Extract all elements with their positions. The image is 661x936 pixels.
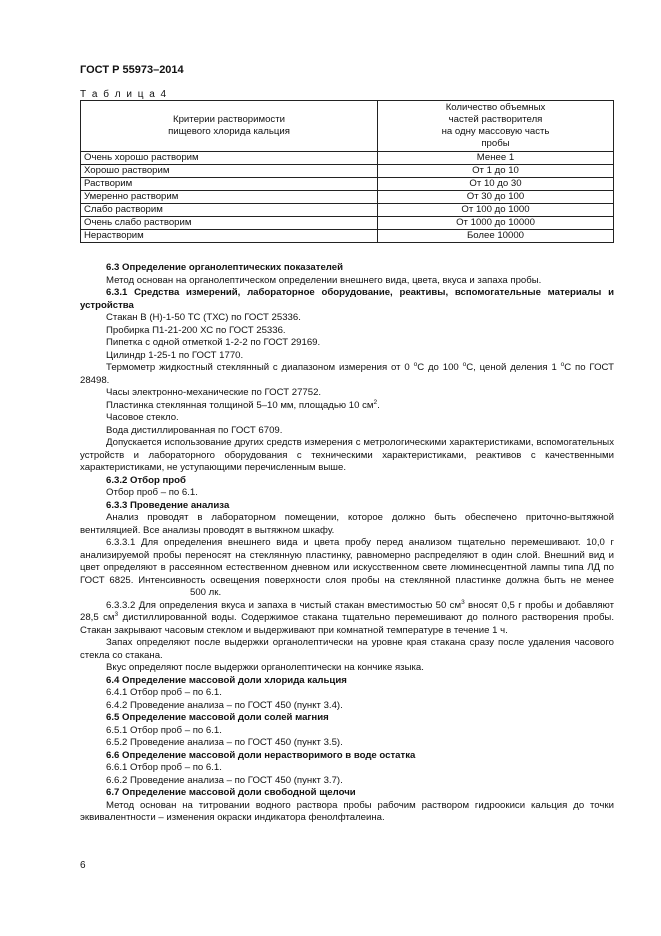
paragraph: Допускается использование других средств измерения с метрологическими характеристиками, вспомогательных устройств и лабораторного оборудования с техническими характеристиками, реактивов с качественными характеристиками, не уступающими перечисленным выше. [80,437,614,473]
table-cell: От 1 до 10 [378,165,614,178]
list-item: Пипетка с одной отметкой 1-2-2 по ГОСТ 29169. [106,337,321,348]
table-row [81,217,614,230]
section-heading: 6.5 Определение массовой доли солей магния [106,712,329,723]
paragraph: 6.6.2 Проведение анализа – по ГОСТ 450 (пункт 3.7). [106,774,343,786]
table-cell: От 1000 до 10000 [378,217,614,230]
table-row [81,165,614,178]
page-number: 6 [80,860,86,871]
paragraph: Метод основан на органолептическом определении внешнего вида, цвета, вкуса и запаха пробы. [106,274,542,286]
table-cell: Растворим [81,178,378,191]
list-item: Пробирка П1-21-200 ХС по ГОСТ 25336. [106,324,286,336]
section-heading: 6.3 Определение органолептических показателей [106,262,343,273]
document-body [80,262,614,825]
section-heading: 6.3.1 Средства измерений, лабораторное оборудование, реактивы, вспомогательные материалы и устройства [80,287,614,311]
section-heading: 6.7 Определение массовой доли свободной щелочи [106,787,356,798]
paragraph: 6.4.1 Отбор проб – по 6.1. [106,687,222,698]
table-cell: От 100 до 1000 [378,204,614,217]
header-cell-criteria: Критерии растворимости пищевого хлорида кальция [81,101,378,152]
section-heading: 6.3.2 Отбор проб [106,474,186,486]
table-cell: Более 10000 [378,230,614,243]
table-cell: От 30 до 100 [378,191,614,204]
list-item: Вода дистиллированная по ГОСТ 6709. [106,424,283,436]
section-heading: 6.4 Определение массовой доли хлорида кальция [106,674,347,686]
paragraph: Метод основан на титровании водного раствора пробы рабочим раствором гидроокиси кальция до точки эквивалентности – изменения окраски индикатора фенолфталеина. [80,799,614,823]
table-cell: Очень слабо растворим [81,217,378,230]
table-row [81,204,614,217]
table-cell: Слабо растворим [81,204,378,217]
paragraph: 6.4.2 Проведение анализа – по ГОСТ 450 (пункт 3.4). [106,699,343,711]
table-row [81,191,614,204]
list-item: Термометр жидкостный стеклянный с диапазоном измерения от 0 $^о$С до 100 $^о$С, ценой деления 1 $^о$С по ГОСТ 28498. [80,360,614,386]
paragraph: 6.3.3.2 Для определения вкуса и запаха в чистый стакан вместимостью 50 $см^3$ вносят 0,5 г пробы и добавляют 28,5 $см^3$ дистиллированной воды. Содержимое стакана тщательно перемешивают до полного растворения пробы. Стакан закрывают часовым стеклом и выдерживают при комнатной температуре в течение 1 ч. [80,598,615,636]
paragraph: 6.6.1 Отбор проб – по 6.1. [106,762,222,773]
table-cell: Умеренно растворим [81,191,378,204]
section-heading: 6.3.3 Проведение анализа [106,499,230,511]
table-row [81,178,614,191]
table-row [81,152,614,165]
table-header-row [81,101,614,152]
paragraph: Анализ проводят в лабораторном помещении, которое должно быть обеспечено приточно-вытяжной вентиляцией. Все анализы проводят в вытяжном шкафу. [80,512,614,536]
paragraph: Вкус определяют после выдержки органолептически на кончике языка. [106,662,424,673]
header-cell-solvent-parts: Количество объемных частей растворителя на одну массовую часть пробы [378,101,614,152]
paragraph: 6.5.2 Проведение анализа – по ГОСТ 450 (пункт 3.5). [106,737,343,748]
table-cell: От 10 до 30 [378,178,614,191]
table-row [81,230,614,243]
paragraph: Отбор проб – по 6.1. [106,487,198,498]
table-cell: Нерастворим [81,230,378,243]
table-caption: Т а б л и ц а 4 [80,89,168,100]
section-heading: 6.6 Определение массовой доли нерастворимого в воде остатка [106,749,416,761]
document-header: ГОСТ Р 55973–2014 [80,64,184,76]
table-cell: Очень хорошо растворим [81,152,378,165]
list-item: Часовое стекло. [106,412,179,423]
table-cell: Менее 1 [378,152,614,165]
solubility-table [80,100,614,243]
paragraph: Запах определяют после выдержки органолептически на уровне края стакана сразу после удаления часового стекла со стакана. [80,637,614,661]
list-item: Цилиндр 1-25-1 по ГОСТ 1770. [106,349,244,361]
list-item: Пластинка стеклянная толщиной 5–10 мм, площадью 10 $см^2$. [106,398,380,411]
table-cell: Хорошо растворим [81,165,378,178]
paragraph: 6.5.1 Отбор проб – по 6.1. [106,724,222,736]
paragraph: 6.3.3.1 Для определения внешнего вида и цвета пробу перед анализом тщательно перемешивают. 10,0 г анализируемой пробы переносят на стеклянную пластинку, равномерно распределяют в один слой. Внешний вид и цвет определяют в рассеянном естественном дневном или искусственном свете люминесцентной лампы типа ЛД по ГОСТ 6825. Интенсивность освещения поверхности слоя пробы на стеклянной пластинке должна быть не менее500 лк. [80,537,614,598]
list-item: Часы электронно-механические по ГОСТ 27752. [106,387,322,398]
list-item: Стакан В (Н)-1-50 ТС (ТХС) по ГОСТ 25336. [106,312,301,323]
